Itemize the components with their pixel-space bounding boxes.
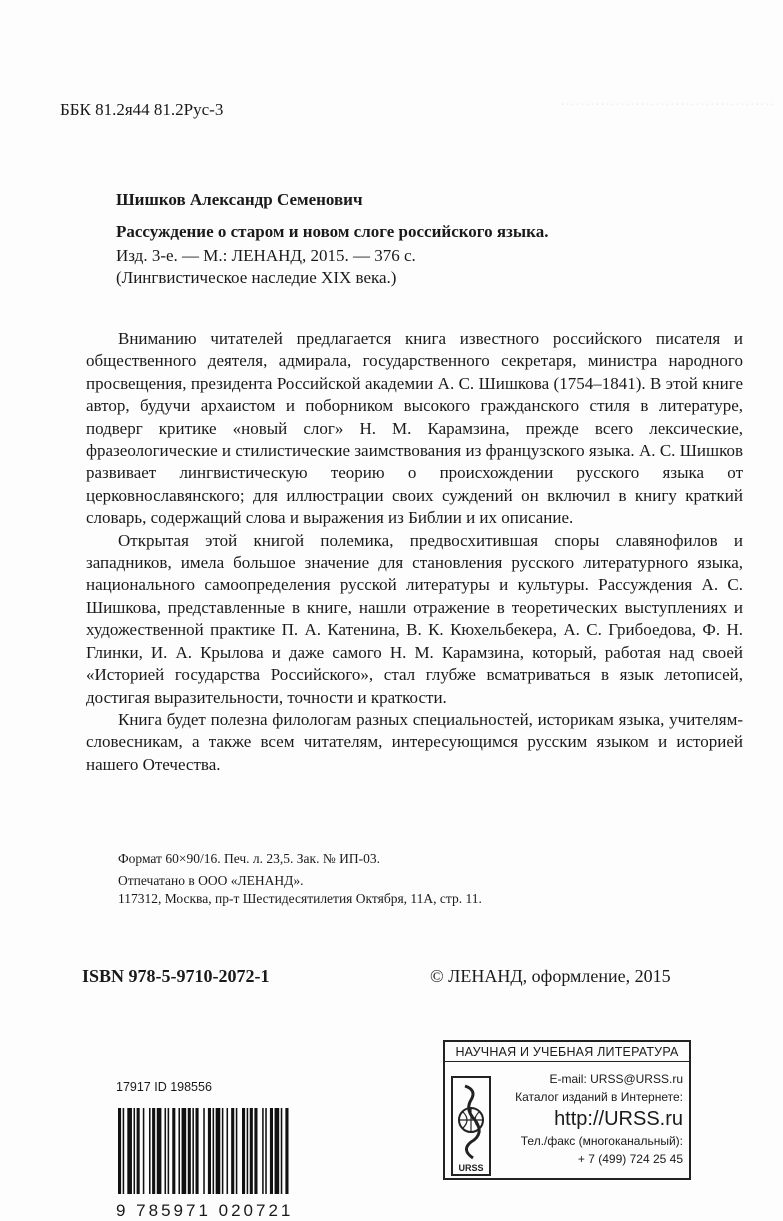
publisher-phone: + 7 (499) 724 25 45	[577, 1152, 683, 1166]
show-through-text: ···········································	[560, 95, 775, 112]
abstract-paragraph: Книга будет полезна филологам разных специальностей, историкам языка, учителям-словесникам, а также всем читателям, интересующимся русским языком и историей нашего Отечества.	[86, 709, 743, 774]
publisher-email: E-mail: URSS@URSS.ru	[549, 1072, 683, 1086]
barcode-id: 17917 ID 198556	[116, 1080, 212, 1094]
urss-logo-icon	[451, 1076, 491, 1176]
abstract-paragraph: Открытая этой книгой полемика, предвосхитившая споры славянофилов и западников, имела большое значение для становления русского литературного языка, национального самоопределения русской литературы и культуры. Рассуждения А. С. Шишкова, представленные в книге, нашли отражение в теоретических выступлениях и художественной практике П. А. Катенина, В. К. Кюхельбекера, А. С. Грибоедова, Ф. Н. Глинки, И. А. Крылова и даже самого Н. М. Карамзина, который, работая над своей «Историей государства Российского», стал глубже всматриваться в язык летописей, достигая выразительности, точности и краткости.	[86, 530, 743, 707]
publisher-url: http://URSS.ru	[554, 1108, 683, 1130]
publisher-info-box	[443, 1040, 691, 1180]
abstract-paragraph: Вниманию читателей предлагается книга известного российского писателя и общественного деятеля, адмирала, государственного секретаря, министра народного просвещения, президента Российской академии А. С. Шишкова (1754–1841). В этой книге автор, будучи архаистом и поборником высокого гражданского стиля в литературе, подверг критике «новый слог» Н. М. Карамзина, прежде всего лексические, фразеологические и стилистические заимствования из французского языка. А. С. Шишков развивает лингвистическую теорию о происхождении русского языка от церковнославянского; для иллюстрации своих суждений он включил в книгу краткий словарь, содержащий слова и выражения из Библии и их описание.	[86, 329, 743, 528]
author-name: Шишков Александр Семенович	[116, 190, 363, 209]
barcode-bars	[116, 1108, 358, 1194]
copyright: © ЛЕНАНД, оформление, 2015	[430, 966, 671, 986]
publisher-contacts	[515, 1070, 683, 1168]
isbn: ISBN 978-5-9710-2072-1	[82, 966, 270, 986]
imprint	[118, 848, 482, 910]
edition-info: Изд. 3-е. — М.: ЛЕНАНД, 2015. — 376 с.	[116, 246, 416, 265]
bbk-classification: ББК 81.2я44 81.2Рус-3	[60, 100, 224, 119]
abstract	[86, 328, 743, 776]
svg-text:URSS: URSS	[458, 1163, 484, 1173]
imprint-address: 117312, Москва, пр-т Шестидесятилетия Октября, 11А, стр. 11.	[118, 891, 482, 906]
barcode-digits: 9 785971 020721	[116, 1201, 294, 1220]
publisher-catalog-label: Каталог изданий в Интернете:	[515, 1090, 683, 1104]
imprint-printed: Отпечатано в ООО «ЛЕНАНД».	[118, 873, 304, 888]
series-info: (Лингвистическое наследие XIX века.)	[116, 268, 397, 287]
book-title: Рассуждение о старом и новом слоге российского языка.	[116, 222, 549, 241]
publisher-header: НАУЧНАЯ И УЧЕБНАЯ ЛИТЕРАТУРА	[445, 1042, 689, 1062]
publisher-phone-label: Тел./факс (многоканальный):	[520, 1134, 683, 1148]
imprint-format: Формат 60×90/16. Печ. л. 23,5. Зак. № ИП-03.	[118, 851, 380, 866]
